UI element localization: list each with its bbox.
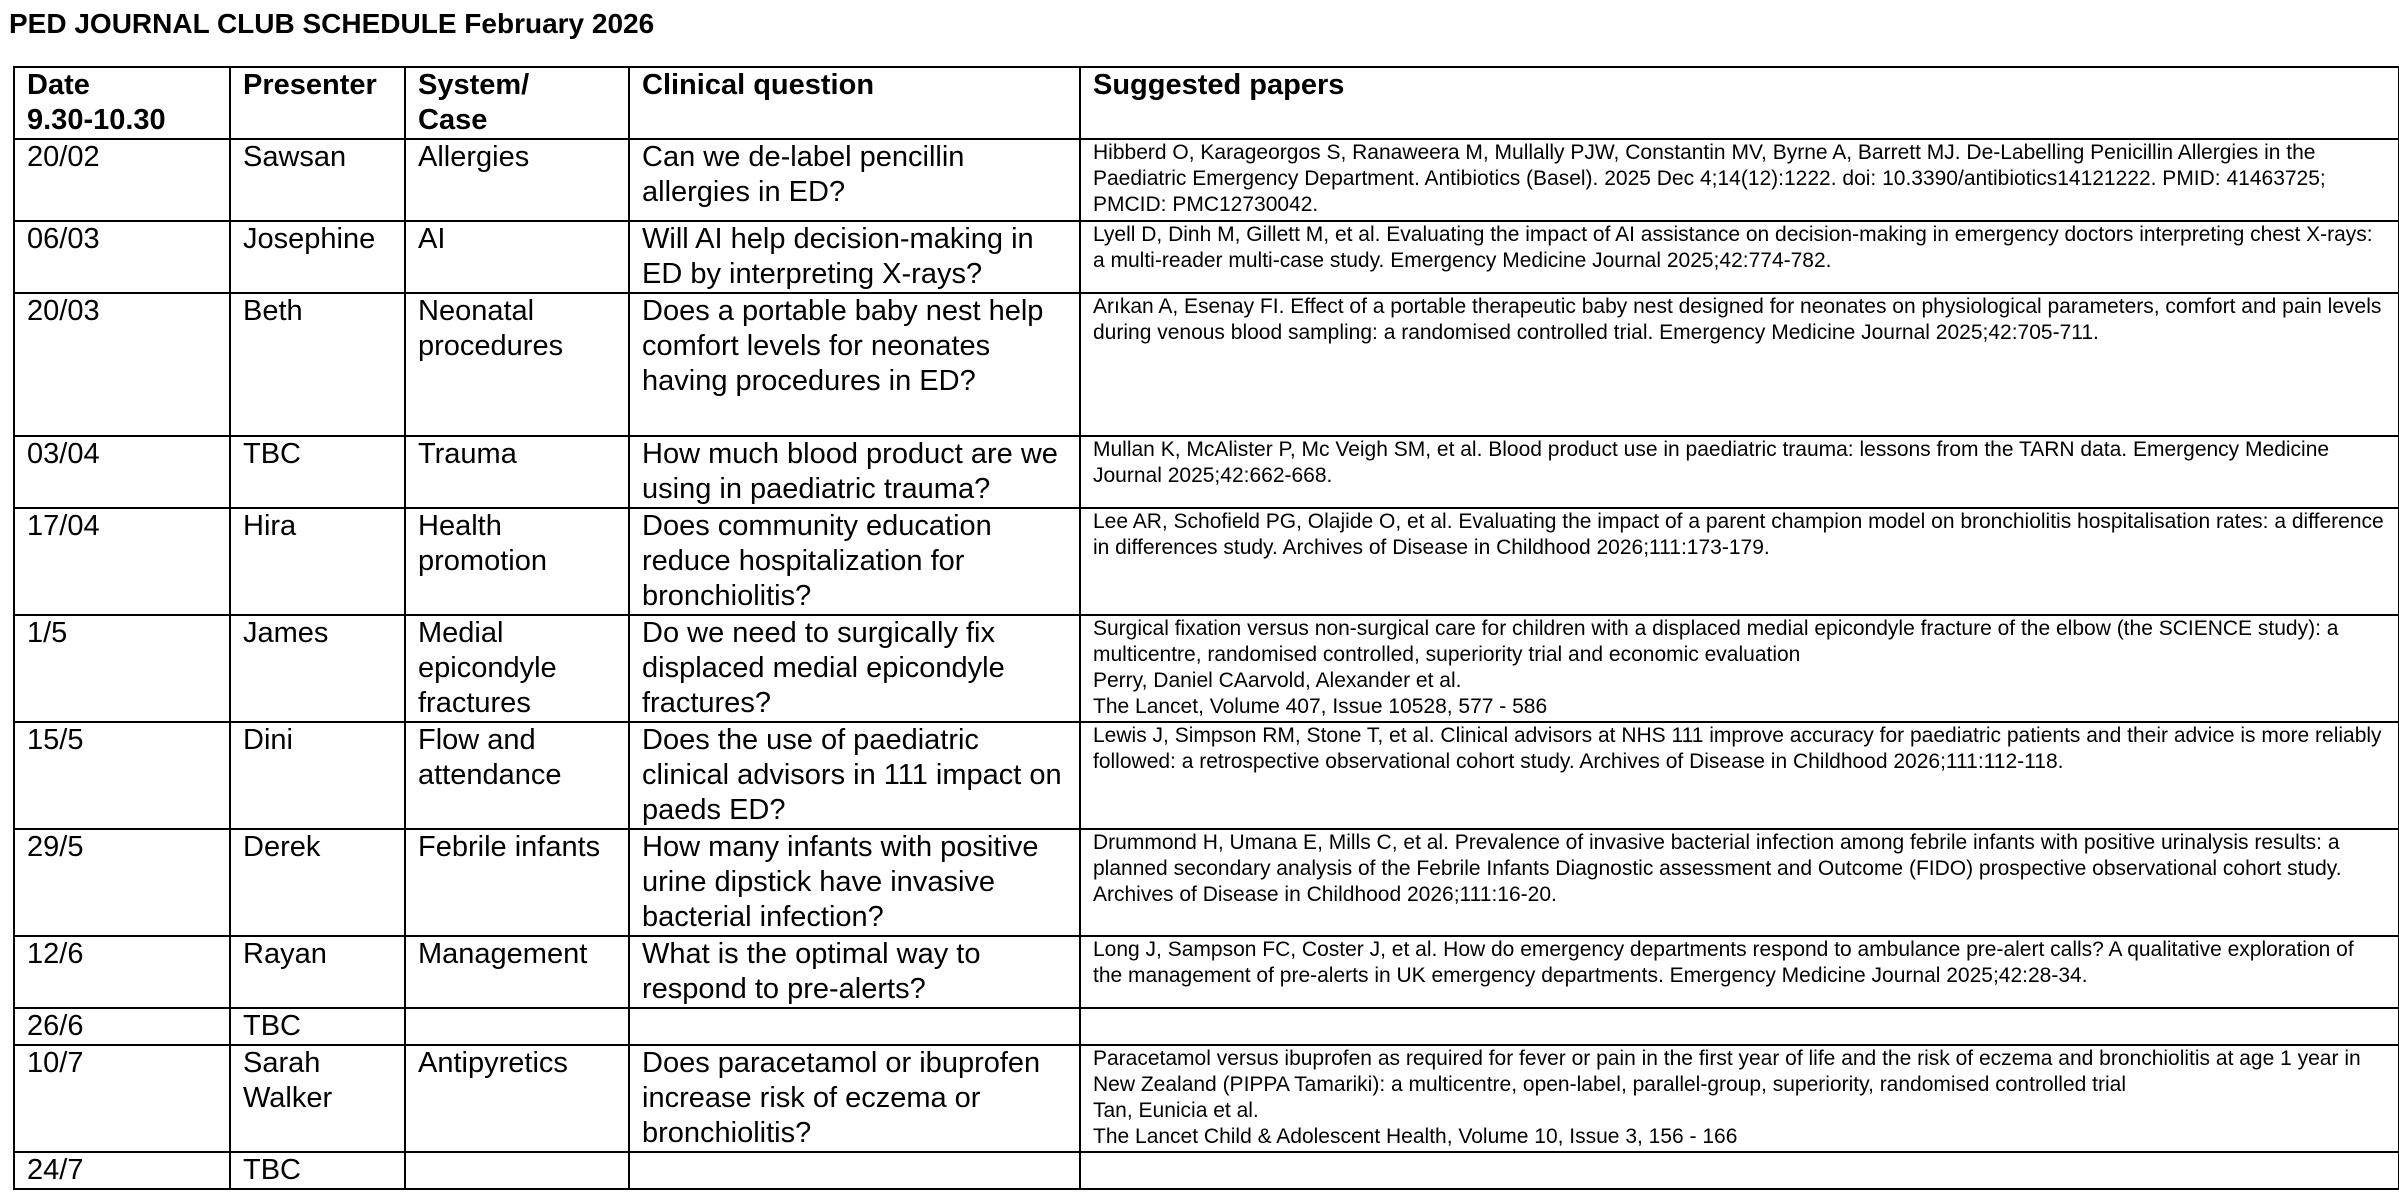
- papers-cell: [1080, 1008, 2399, 1045]
- header-papers: Suggested papers: [1080, 67, 2399, 139]
- papers-cell: Arıkan A, Esenay FI. Effect of a portable therapeutic baby nest designed for neonates on physiological parameters, comfort and pain levels during venous blood sampling: a randomised controlled trial. Emergency Medicine Journal 2025;42:705-711.: [1080, 293, 2399, 436]
- table-row: [14, 1008, 2399, 1045]
- table-row: [14, 829, 2399, 936]
- question-cell: Will AI help decision-making in ED by interpreting X-rays?: [629, 221, 1080, 293]
- question-cell: Can we de-label pencillin allergies in ED?: [629, 139, 1080, 221]
- date-cell: 20/03: [14, 293, 230, 436]
- question-cell: Does the use of paediatric clinical advisors in 111 impact on paeds ED?: [629, 722, 1080, 829]
- papers-cell: Long J, Sampson FC, Coster J, et al. How do emergency departments respond to ambulance pre-alert calls? A qualitative exploration of the management of pre-alerts in UK emergency departments. Emergency Medicine Journal 2025;42:28-34.: [1080, 936, 2399, 1008]
- question-cell: Does paracetamol or ibuprofen increase risk of eczema or bronchiolitis?: [629, 1045, 1080, 1152]
- presenter-cell: TBC: [230, 436, 405, 508]
- system-cell: Management: [405, 936, 629, 1008]
- table-row: [14, 1152, 2399, 1189]
- papers-cell: Drummond H, Umana E, Mills C, et al. Prevalence of invasive bacterial infection among febrile infants with positive urinalysis results: a planned secondary analysis of the Febrile Infants Diagnostic assessment and Outcome (FIDO) prospective observational cohort study. Archives of Disease in Childhood 2026;111:16-20.: [1080, 829, 2399, 936]
- presenter-cell: Sarah Walker: [230, 1045, 405, 1152]
- presenter-cell: TBC: [230, 1152, 405, 1189]
- date-cell: 17/04: [14, 508, 230, 615]
- papers-cell: Lee AR, Schofield PG, Olajide O, et al. Evaluating the impact of a parent champion model on bronchiolitis hospitalisation rates: a difference in differences study. Archives of Disease in Childhood 2026;111:173-179.: [1080, 508, 2399, 615]
- system-cell: Antipyretics: [405, 1045, 629, 1152]
- presenter-cell: James: [230, 615, 405, 722]
- header-presenter: Presenter: [230, 67, 405, 139]
- date-cell: 20/02: [14, 139, 230, 221]
- table-row: [14, 139, 2399, 221]
- system-cell: Medial epicondyle fractures: [405, 615, 629, 722]
- table-row: [14, 221, 2399, 293]
- system-cell: [405, 1008, 629, 1045]
- presenter-cell: Beth: [230, 293, 405, 436]
- question-cell: [629, 1152, 1080, 1189]
- page-title: PED JOURNAL CLUB SCHEDULE February 2026: [9, 8, 655, 39]
- presenter-cell: Dini: [230, 722, 405, 829]
- system-cell: Flow and attendance: [405, 722, 629, 829]
- table-row: [14, 1045, 2399, 1152]
- table-row: [14, 936, 2399, 1008]
- date-cell: 10/7: [14, 1045, 230, 1152]
- papers-cell: Lyell D, Dinh M, Gillett M, et al. Evaluating the impact of AI assistance on decision-making in emergency doctors interpreting chest X-rays: a multi-reader multi-case study. Emergency Medicine Journal 2025;42:774-782.: [1080, 221, 2399, 293]
- date-cell: 26/6: [14, 1008, 230, 1045]
- system-cell: Neonatal procedures: [405, 293, 629, 436]
- presenter-cell: Sawsan: [230, 139, 405, 221]
- papers-cell: Surgical fixation versus non-surgical care for children with a displaced medial epicondyle fracture of the elbow (the SCIENCE study): a multicentre, randomised controlled, superiority trial and economic evaluation Perry, Daniel CAarvold, Alexander et al. The Lancet, Volume 407, Issue 10528, 577 - 586: [1080, 615, 2399, 722]
- header-row: [14, 67, 2399, 139]
- question-cell: [629, 1008, 1080, 1045]
- date-cell: 29/5: [14, 829, 230, 936]
- table-row: [14, 508, 2399, 615]
- date-cell: 03/04: [14, 436, 230, 508]
- papers-cell: Mullan K, McAlister P, Mc Veigh SM, et al. Blood product use in paediatric trauma: lessons from the TARN data. Emergency Medicine Journal 2025;42:662-668.: [1080, 436, 2399, 508]
- header-question: Clinical question: [629, 67, 1080, 139]
- schedule-table: [13, 66, 2399, 1190]
- system-cell: [405, 1152, 629, 1189]
- presenter-cell: Derek: [230, 829, 405, 936]
- system-cell: Febrile infants: [405, 829, 629, 936]
- header-date: Date 9.30-10.30: [14, 67, 230, 139]
- question-cell: Does community education reduce hospitalization for bronchiolitis?: [629, 508, 1080, 615]
- question-cell: Do we need to surgically fix displaced medial epicondyle fractures?: [629, 615, 1080, 722]
- presenter-cell: TBC: [230, 1008, 405, 1045]
- table-row: [14, 615, 2399, 722]
- date-cell: 06/03: [14, 221, 230, 293]
- date-cell: 15/5: [14, 722, 230, 829]
- presenter-cell: Rayan: [230, 936, 405, 1008]
- date-cell: 24/7: [14, 1152, 230, 1189]
- papers-cell: Hibberd O, Karageorgos S, Ranaweera M, Mullally PJW, Constantin MV, Byrne A, Barrett MJ. De-Labelling Penicillin Allergies in the Paediatric Emergency Department. Antibiotics (Basel). 2025 Dec 4;14(12):1222. doi: 10.3390/antibiotics14121222. PMID: 41463725; PMCID: PMC12730042.: [1080, 139, 2399, 221]
- papers-cell: Lewis J, Simpson RM, Stone T, et al. Clinical advisors at NHS 111 improve accuracy for paediatric patients and their advice is more reliably followed: a retrospective observational cohort study. Archives of Disease in Childhood 2026;111:112-118.: [1080, 722, 2399, 829]
- system-cell: Trauma: [405, 436, 629, 508]
- question-cell: How much blood product are we using in paediatric trauma?: [629, 436, 1080, 508]
- system-cell: AI: [405, 221, 629, 293]
- presenter-cell: Hira: [230, 508, 405, 615]
- date-cell: 1/5: [14, 615, 230, 722]
- question-cell: How many infants with positive urine dipstick have invasive bacterial infection?: [629, 829, 1080, 936]
- question-cell: Does a portable baby nest help comfort levels for neonates having procedures in ED?: [629, 293, 1080, 436]
- presenter-cell: Josephine: [230, 221, 405, 293]
- table-row: [14, 722, 2399, 829]
- papers-cell: Paracetamol versus ibuprofen as required for fever or pain in the first year of life and the risk of eczema and bronchiolitis at age 1 year in New Zealand (PIPPA Tamariki): a multicentre, open-label, parallel-group, superiority, randomised controlled trial Tan, Eunicia et al. The Lancet Child & Adolescent Health, Volume 10, Issue 3, 156 - 166: [1080, 1045, 2399, 1152]
- system-cell: Health promotion: [405, 508, 629, 615]
- table-row: [14, 293, 2399, 436]
- papers-cell: [1080, 1152, 2399, 1189]
- header-system: System/ Case: [405, 67, 629, 139]
- question-cell: What is the optimal way to respond to pre-alerts?: [629, 936, 1080, 1008]
- system-cell: Allergies: [405, 139, 629, 221]
- date-cell: 12/6: [14, 936, 230, 1008]
- table-row: [14, 436, 2399, 508]
